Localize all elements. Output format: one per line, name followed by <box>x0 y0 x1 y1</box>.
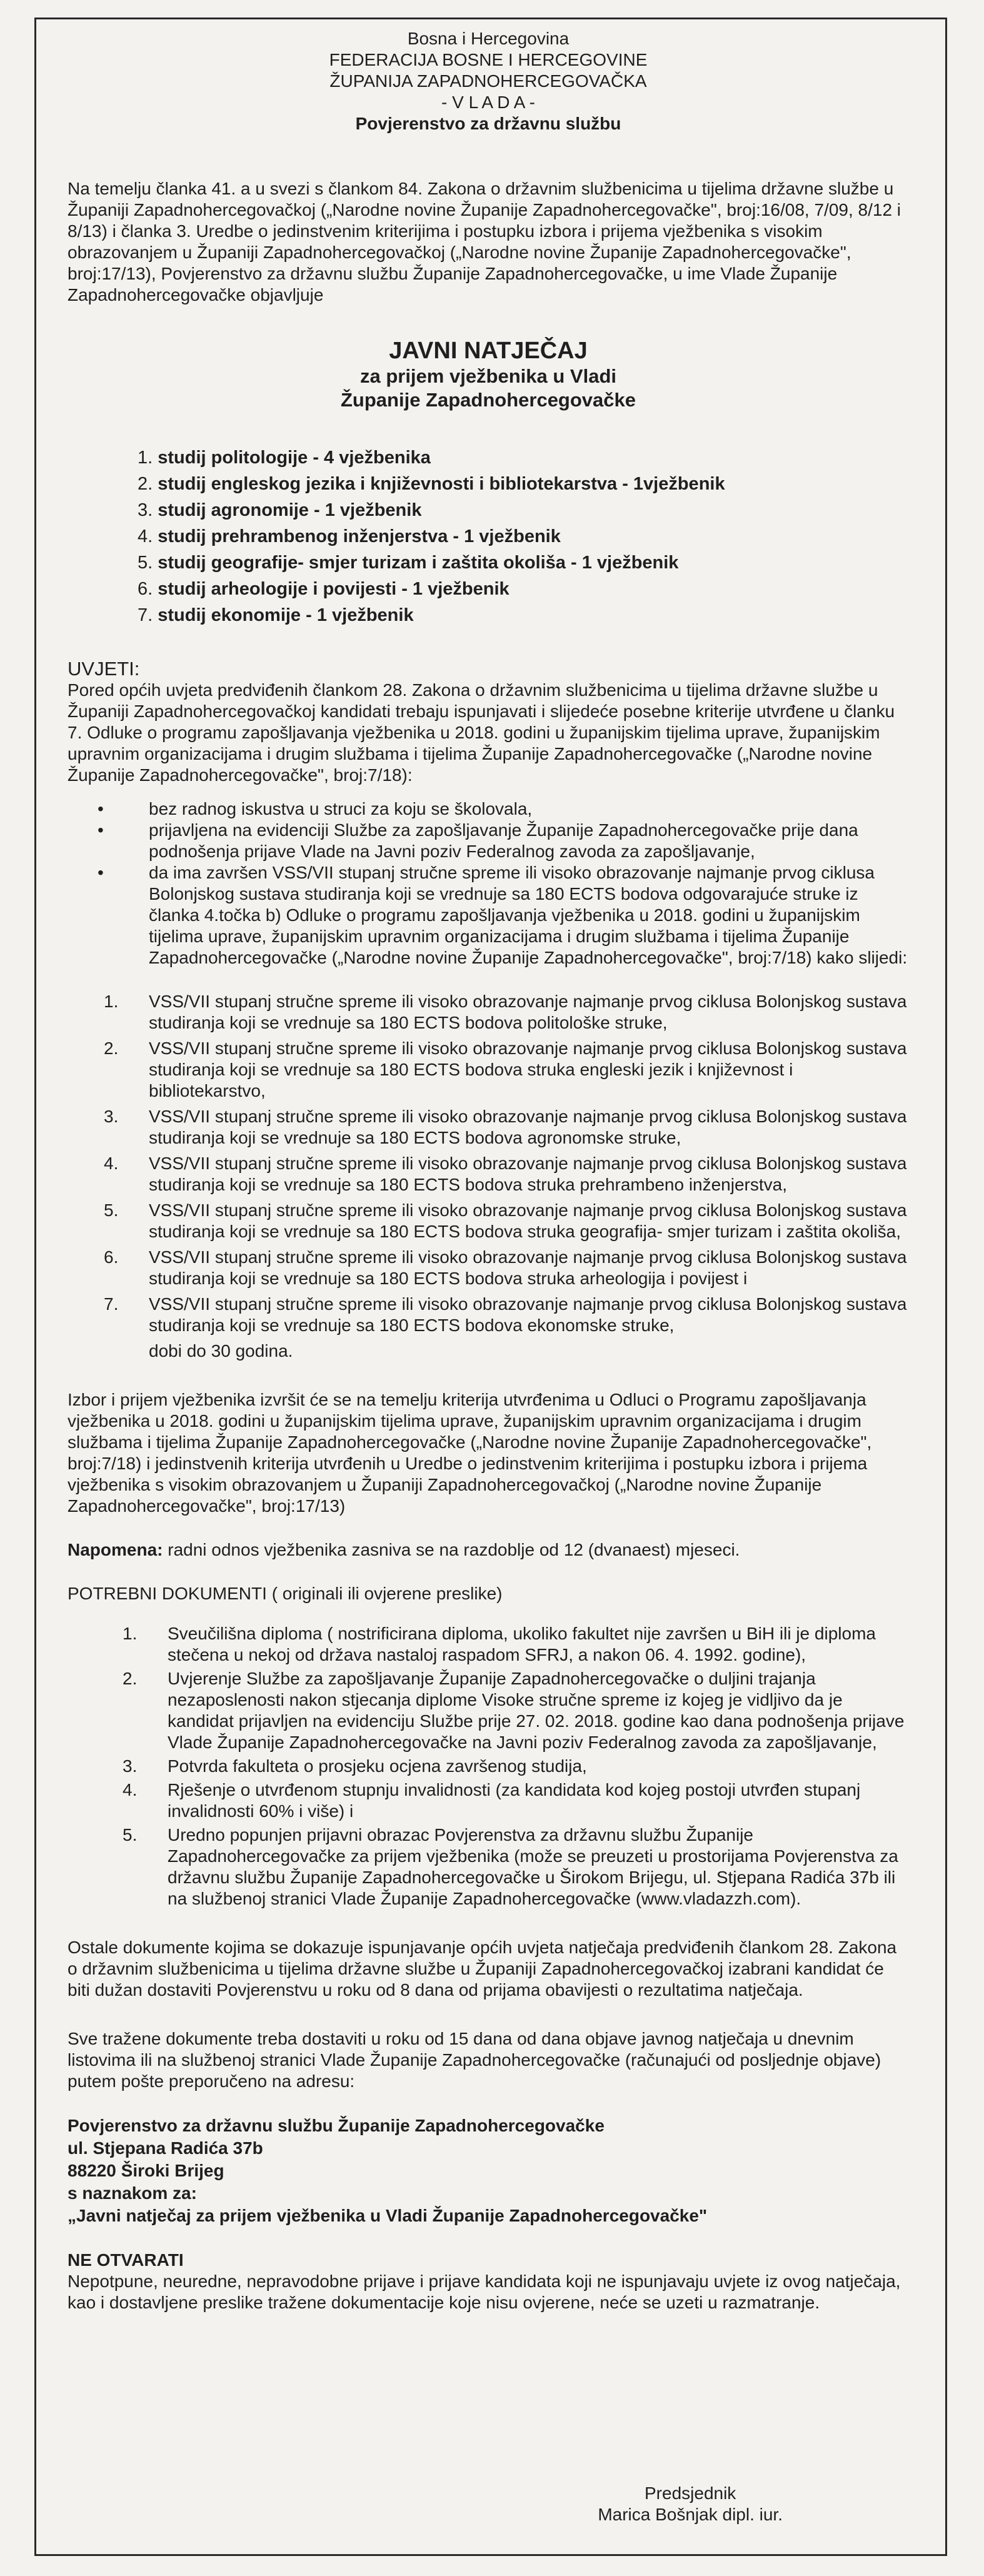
qualification-number: 4. <box>104 1154 119 1173</box>
study-item <box>138 576 909 602</box>
study-number: 5. <box>138 553 153 573</box>
study-item <box>138 602 909 628</box>
document-item <box>68 1668 909 1753</box>
note-text: radni odnos vježbenika zasniva se na razdoblje od 12 (dvanaest) mjeseci. <box>168 1540 740 1559</box>
selection-paragraph: Izbor i prijem vježbenika izvršit će se na temelju kriterija utvrđenima u Odluci o Programu zapošljavanja vježbenika u 2018. godini u županijskim tijelima uprave, županijskim upravnim organizacijama i drugim službama i tijelima Županije Zapadnohercegovačke („Narodne novine Županije Zapadnohercegovačke", broj:7/18) i jedinstvenih kriterija utvrđenih u Uredbe o jedinstvenim kriterijima i postupku izbora i prijema vježbenika s visokim obrazovanjem u Županiji Zapadnohercegovačkoj („Narodne novine Županije Zapadnohercegovačke", broj:17/13) <box>68 1390 872 1516</box>
qualification-item <box>68 1106 909 1149</box>
do-not-open-label: NE OTVARATI <box>68 2250 184 2270</box>
conditions-intro: Pored općih uvjeta predviđenih člankom 28. Zakona o državnim službenicima u tijelima državne službe u Županiji Zapadnohercegovačkoj kandidati trebaju ispunjavati i slijedeće posebne kriterije utvrđene u članku 7. Odluke o programu zapošljavanja vježbenika u 2018. godini u županijskim tijelima uprave, županijskim upravnim organizacijama i drugim službama i tijelima Županije Zapadnohercegovačke („Narodne novine Županije Zapadnohercegovačke", broj:7/18): <box>68 680 895 785</box>
study-number: 4. <box>138 526 153 546</box>
qualification-text: VSS/VII stupanj stručne spreme ili visoko obrazovanje najmanje prvog ciklusa Bolonjskog sustava studiranja koji se vrednuje sa 180 ECTS bodova agronomske struke, <box>149 1107 907 1147</box>
address-note-text: „Javni natječaj za prijem vježbenika u Vladi Županije Zapadnohercegovačke" <box>68 2206 708 2225</box>
title-block <box>68 337 909 412</box>
qualification-text: VSS/VII stupanj stručne spreme ili visoko obrazovanje najmanje prvog ciklusa Bolonjskog sustava studiranja koji se vrednuje sa 180 ECTS bodova politološke struke, <box>149 992 907 1032</box>
study-number: 6. <box>138 579 153 599</box>
document-number: 1. <box>123 1624 138 1643</box>
document-number: 2. <box>123 1669 138 1688</box>
criteria-item: • da ima završen VSS/VII stupanj stručne spreme ili visoko obrazovanje najmanje prvog ciklusa Bolonjskog sustava studiranja koji se vrednuje sa 180 ECTS bodova odgovarajuće struke iz članka 4.točka b) Odluke o programu zapošljavanja vježbenika u 2018. godini u županijskim tijelima uprave, županijskim upravnim organizacijama i drugim službama i tijelima Županije Zapadnohercegovačke („Narodne novine Županije Zapadnohercegovačke", broj:7/18) kako slijedi: <box>68 862 909 969</box>
study-text: studij politologije - 4 vježbenika <box>158 448 431 468</box>
study-text: studij geografije- smjer turizam i zaštita okoliša - 1 vježbenik <box>158 553 679 573</box>
address-street: ul. Stjepana Radića 37b <box>68 2138 263 2158</box>
document-header <box>68 28 909 134</box>
study-text: studij ekonomije - 1 vježbenik <box>158 605 414 625</box>
study-text: studij arheologije i povijesti - 1 vježbenik <box>158 579 510 599</box>
signature-name: Marica Bošnjak dipl. iur. <box>598 2505 783 2524</box>
qualification-text: VSS/VII stupanj stručne spreme ili visoko obrazovanje najmanje prvog ciklusa Bolonjskog sustava studiranja koji se vrednuje sa 180 ECTS bodova struka arheologija i povijest i <box>149 1247 907 1288</box>
study-item <box>138 550 909 576</box>
qualification-item <box>68 991 909 1034</box>
qualification-number: 7. <box>104 1294 119 1314</box>
conditions-heading: UVJETI: <box>68 658 140 680</box>
document-number: 3. <box>123 1756 138 1776</box>
announcement-frame <box>34 18 947 2556</box>
study-number: 2. <box>138 474 153 494</box>
subtitle-line-2: Županije Zapadnohercegovačke <box>340 389 636 411</box>
signature-block <box>598 2483 783 2525</box>
mailing-address <box>68 2115 909 2227</box>
header-commission: Povjerenstvo za državnu službu <box>355 114 621 133</box>
study-text: studij agronomije - 1 vježbenik <box>158 500 422 520</box>
document-text: Rješenje o utvrđenom stupnju invalidnosti (za kandidata kod kojeg postoji utvrđen stupanj invalidnosti 60% i više) i <box>168 1780 861 1821</box>
qualification-item <box>68 1294 909 1336</box>
study-number: 7. <box>138 605 153 625</box>
qualification-text: VSS/VII stupanj stručne spreme ili visoko obrazovanje najmanje prvog ciklusa Bolonjskog sustava studiranja koji se vrednuje sa 180 ECTS bodova struka prehrambeno inženjerstva, <box>149 1154 907 1194</box>
qualification-item <box>68 1038 909 1102</box>
address-city: 88220 Široki Brijeg <box>68 2161 224 2180</box>
do-not-open-section <box>68 2250 909 2313</box>
address-note-label: s naznakom za: <box>68 2183 197 2203</box>
header-country: Bosna i Hercegovina <box>407 29 570 48</box>
qualification-list <box>68 991 909 1362</box>
intro-paragraph: Na temelju članka 41. a u svezi s člankom 84. Zakona o državnim službenicima u tijelima državne službe u Županiji Zapadnohercegovačkoj („Narodne novine Županije Zapadnohercegovačke", broj:16/08, 7/09, 8/12 i 8/13) i članka 3. Uredbe o jedinstvenim kriterijima i postupku izbora i prijema vježbenika s visokim obrazovanjem u Županiji Zapadnohercegovačkoj („Narodne novine Županije Zapadnohercegovačke", broj:17/13), Povjerenstvo za državnu službu Županije Zapadnohercegovačke, u ime Vlade Županije Zapadnohercegovačke objavljuje <box>68 179 901 304</box>
header-government: - V L A D A - <box>441 93 535 112</box>
special-criteria-list <box>68 798 909 969</box>
qualification-item <box>68 1247 909 1289</box>
document-item <box>68 1623 909 1666</box>
study-item <box>138 523 909 550</box>
header-federation: FEDERACIJA BOSNE I HERCEGOVINE <box>329 50 648 69</box>
note <box>68 1539 909 1561</box>
qualification-number: 5. <box>104 1200 119 1220</box>
subtitle-line-1: za prijem vježbenika u Vladi <box>359 365 617 387</box>
qualification-number: 3. <box>104 1107 119 1126</box>
study-text: studij engleskog jezika i književnosti i bibliotekarstva - 1vježbenik <box>158 474 725 494</box>
study-number: 1. <box>138 448 153 468</box>
study-text: studij prehrambenog inženjerstva - 1 vježbenik <box>158 526 561 546</box>
other-documents-paragraph: Ostale dokumente kojima se dokazuje ispunjavanje općih uvjeta natječaja predviđenih člankom 28. Zakona o državnim službenicima u tijelima državne službe u Županiji Zapadnohercegovačkoj izabrani kandidat će biti dužan dostaviti Povjerenstvu u roku od 8 dana od prijama obavijesti o rezultatima natječaja. <box>68 1938 897 2000</box>
document-text: Potvrda fakulteta o prosjeku ocjena završenog studija, <box>168 1756 587 1776</box>
final-paragraph: Nepotpune, neuredne, nepravodobne prijave i prijave kandidata koji ne ispunjavaju uvjete iz ovog natječaja, kao i dostavljene preslike tražene dokumentacije koje nisu ovjerene, neće se uzeti u razmatranje. <box>68 2272 901 2312</box>
document-text: Sveučilišna diploma ( nostrificirana diploma, ukoliko fakultet nije završen u BiH ili je diploma stečena u nekoj od država nastaloj raspadom SFRJ, a nakon 06. 4. 1992. godine), <box>168 1624 876 1664</box>
document-item <box>68 1756 909 1777</box>
page-title: JAVNI NATJEČAJ <box>389 338 588 364</box>
age-condition: dobi do 30 godina. <box>149 1341 293 1361</box>
study-number: 3. <box>138 500 153 520</box>
signature-role: Predsjednik <box>645 2483 736 2503</box>
qualification-item <box>68 1153 909 1195</box>
criteria-item: • prijavljena na evidenciji Službe za zapošljavanje Županije Zapadnohercegovačke prije dana podnošenja prijave Vlade na Javni poziv Federalnog zavoda za zapošljavanje, <box>68 820 909 862</box>
document-text: Uvjerenje Službe za zapošljavanje Županije Zapadnohercegovačke o duljini trajanja nezaposlenosti nakon stjecanja diplome Visoke stručne spreme iz kojeg je vidljivo da je kandidat prijavljen na evidenciju Službe prije 27. 02. 2018. godine kao dana podnošenja prijave Vlade Županije Zapadnohercegovačke na Javni poziv Federalnog zavoda za zapošljavanje, <box>168 1669 905 1752</box>
qualification-text: VSS/VII stupanj stručne spreme ili visoko obrazovanje najmanje prvog ciklusa Bolonjskog sustava studiranja koji se vrednuje sa 180 ECTS bodova struka engleski jezik i književnost i bibliotekarstvo, <box>149 1039 907 1100</box>
document-number: 4. <box>123 1780 138 1799</box>
deadline-paragraph: Sve tražene dokumente treba dostaviti u roku od 15 dana od dana objave javnog natječaja u dnevnim listovima ili na službenoj stranici Vlade Županije Zapadnohercegovačke (računajući od posljednje objave) putem pošte preporučeno na adresu: <box>68 2029 881 2091</box>
study-item <box>138 497 909 523</box>
document-item <box>68 1779 909 1822</box>
documents-heading: POTREBNI DOKUMENTI ( originali ili ovjerene preslike) <box>68 1584 503 1603</box>
documents-list <box>68 1623 909 1909</box>
address-recipient: Povjerenstvo za državnu službu Županije Zapadnohercegovačke <box>68 2116 605 2135</box>
note-label: Napomena: <box>68 1540 163 1559</box>
document-number: 5. <box>123 1825 138 1844</box>
study-list <box>138 445 909 628</box>
header-canton: ŽUPANIJA ZAPADNOHERCEGOVAČKA <box>329 71 647 91</box>
qualification-text: VSS/VII stupanj stručne spreme ili visoko obrazovanje najmanje prvog ciklusa Bolonjskog sustava studiranja koji se vrednuje sa 180 ECTS bodova ekonomske struke, <box>149 1294 907 1335</box>
study-item <box>138 471 909 497</box>
criteria-item: • bez radnog iskustva u struci za koju se školovala, <box>68 798 909 820</box>
study-item <box>138 445 909 471</box>
qualification-text: VSS/VII stupanj stručne spreme ili visoko obrazovanje najmanje prvog ciklusa Bolonjskog sustava studiranja koji se vrednuje sa 180 ECTS bodova struka geografija- smjer turizam i zaštita okoliša, <box>149 1200 907 1241</box>
qualification-number: 2. <box>104 1039 119 1058</box>
qualification-number: 1. <box>104 992 119 1011</box>
document-text: Uredno popunjen prijavni obrazac Povjerenstva za državnu službu Županije Zapadnohercegovačke za prijem vježbenika (može se preuzeti u prostorijama Povjerenstva za državnu službu Županije Zapadnohercegovačke u Širokom Brijegu, ul. Stjepana Radića 37b ili na službenoj stranici Vlade Županije Zapadnohercegovačke (www.vladazzh.com). <box>168 1825 898 1908</box>
qualification-item <box>68 1200 909 1242</box>
qualification-number: 6. <box>104 1247 119 1267</box>
document-item <box>68 1824 909 1909</box>
